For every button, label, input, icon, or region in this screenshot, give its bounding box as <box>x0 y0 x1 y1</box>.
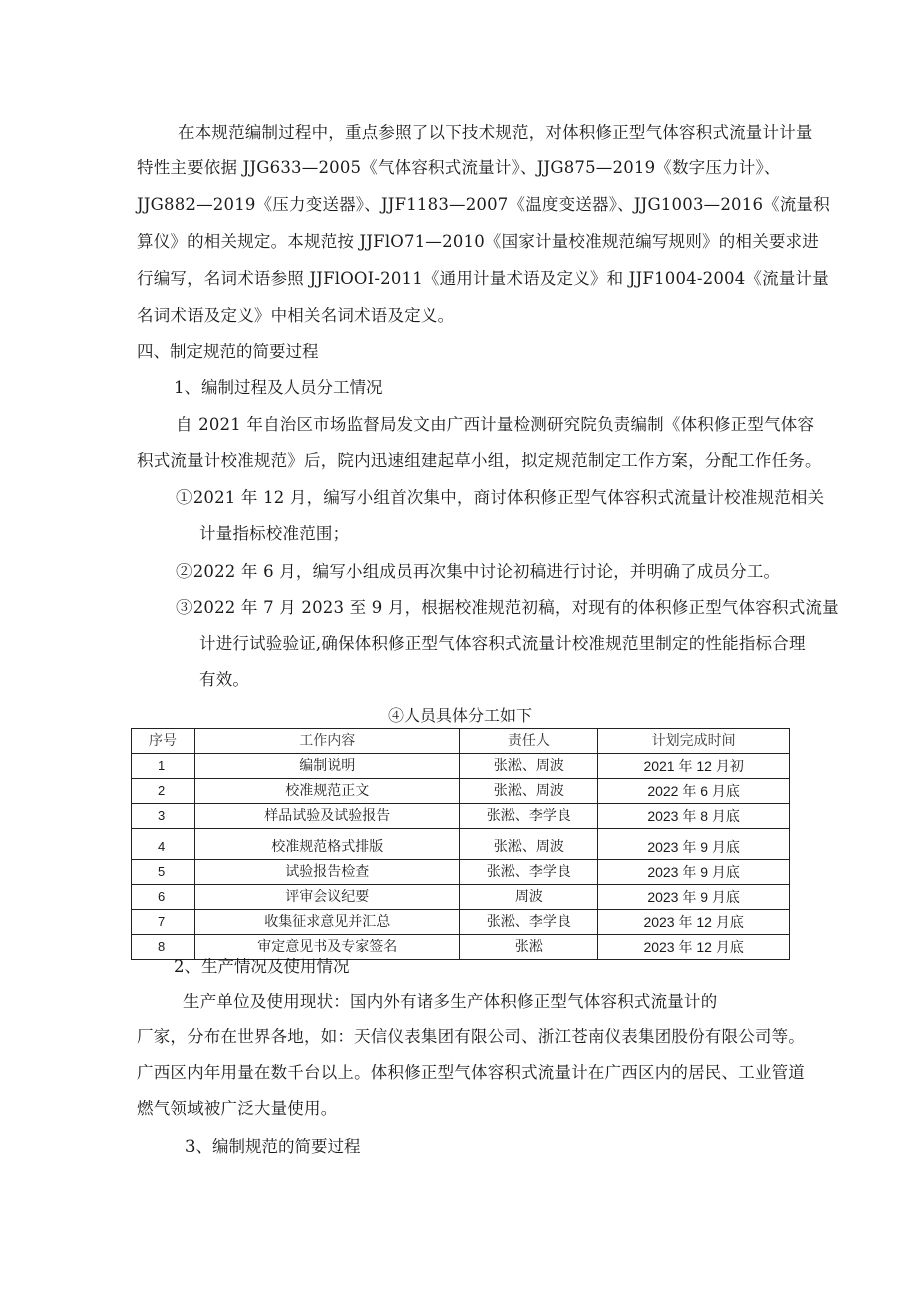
cell-deadline: 2023 年 9 月底 <box>598 885 790 910</box>
cell-seq: 7 <box>132 910 195 935</box>
table-row <box>132 910 790 935</box>
step-line: ③2022 年 7 月 2023 至 9 月，根据校准规范初稿，对现有的体积修正型气体容积式流量 <box>176 598 839 617</box>
cell-owner: 张淞、周波 <box>460 779 598 804</box>
cell-deadline: 2023 年 12 月底 <box>598 910 790 935</box>
cell-deadline: 2023 年 9 月底 <box>598 860 790 885</box>
cell-deadline: 2021 年 12 月初 <box>598 754 790 779</box>
cell-deadline: 2022 年 6 月底 <box>598 779 790 804</box>
paragraph-line: 算仪》的相关规定。本规范按 JJFlO71—2010《国家计量校准规范编写规则》的相关要求进 <box>137 232 819 251</box>
step-line: 计量指标校准范围； <box>199 524 350 543</box>
paragraph-line: 行编写，名词术语参照 JJFlOOI-2011《通用计量术语及定义》和 JJF1004-2004《流量计量 <box>137 269 829 288</box>
table-header-row <box>132 729 790 754</box>
paragraph-line: 广西区内年用量在数千台以上。体积修正型气体容积式流量计在广西区内的居民、工业管道 <box>137 1063 805 1082</box>
cell-seq: 5 <box>132 860 195 885</box>
cell-deadline: 2023 年 12 月底 <box>598 935 790 960</box>
cell-owner: 张淞、周波 <box>460 829 598 860</box>
paragraph-line: 生产单位及使用现状：国内外有诸多生产体积修正型气体容积式流量计的 <box>183 992 718 1011</box>
cell-owner: 张淞、李学良 <box>460 860 598 885</box>
staff-allocation-table <box>131 728 790 960</box>
cell-task: 校准规范格式排版 <box>194 829 460 860</box>
table-row <box>132 860 790 885</box>
subsection-heading: 1、编制过程及人员分工情况 <box>174 378 383 397</box>
cell-seq: 6 <box>132 885 195 910</box>
header-task: 工作内容 <box>194 729 460 754</box>
cell-task: 试验报告检查 <box>194 860 460 885</box>
header-owner: 责任人 <box>460 729 598 754</box>
paragraph-line: 名词术语及定义》中相关名词术语及定义。 <box>137 306 455 325</box>
table-row <box>132 885 790 910</box>
header-deadline: 计划完成时间 <box>598 729 790 754</box>
cell-seq: 2 <box>132 779 195 804</box>
step-line: 计进行试验验证,确保体积修正型气体容积式流量计校准规范里制定的性能指标合理 <box>199 634 806 653</box>
table-row <box>132 754 790 779</box>
table-row <box>132 804 790 829</box>
step-line: 有效。 <box>199 670 250 689</box>
table-row <box>132 779 790 804</box>
paragraph-line: 在本规范编制过程中，重点参照了以下技术规范，对体积修正型气体容积式流量计计量 <box>178 123 813 142</box>
section-heading: 四、制定规范的简要过程 <box>137 342 319 361</box>
cell-deadline: 2023 年 9 月底 <box>598 829 790 860</box>
cell-seq: 3 <box>132 804 195 829</box>
cell-task: 评审会议纪要 <box>194 885 460 910</box>
cell-task: 收集征求意见并汇总 <box>194 910 460 935</box>
table-row <box>132 829 790 860</box>
paragraph-line: JJG882—2019《压力变送器》、JJF1183—2007《温度变送器》、JJG1003—2016《流量积 <box>137 195 830 214</box>
cell-seq: 8 <box>132 935 195 960</box>
table-caption: ④人员具体分工如下 <box>387 706 532 725</box>
paragraph-line: 自 2021 年自治区市场监督局发文由广西计量检测研究院负责编制《体积修正型气体容 <box>176 415 815 434</box>
cell-owner: 张淞、周波 <box>460 754 598 779</box>
subsection-heading: 2、生产情况及使用情况 <box>174 957 350 976</box>
paragraph-line: 厂家，分布在世界各地，如：天信仪表集团有限公司、浙江苍南仪表集团股份有限公司等。 <box>137 1027 805 1046</box>
cell-owner: 张淞 <box>460 935 598 960</box>
paragraph-line: 燃气领域被广泛大量使用。 <box>137 1099 338 1118</box>
cell-task: 样品试验及试验报告 <box>194 804 460 829</box>
cell-seq: 4 <box>132 829 195 860</box>
header-seq: 序号 <box>132 729 195 754</box>
cell-deadline: 2023 年 8 月底 <box>598 804 790 829</box>
cell-owner: 张淞、李学良 <box>460 910 598 935</box>
cell-task: 校准规范正文 <box>194 779 460 804</box>
cell-owner: 周波 <box>460 885 598 910</box>
step-line: ②2022 年 6 月，编写小组成员再次集中讨论初稿进行讨论，并明确了成员分工。 <box>176 562 781 581</box>
paragraph-line: 积式流量计校准规范》后，院内迅速组建起草小组，拟定规范制定工作方案，分配工作任务。 <box>137 451 822 470</box>
paragraph-line: 特性主要依据 JJG633—2005《气体容积式流量计》、JJG875—2019《数字压力计》、 <box>137 158 781 177</box>
cell-seq: 1 <box>132 754 195 779</box>
cell-task: 编制说明 <box>194 754 460 779</box>
cell-task: 审定意见书及专家签名 <box>194 935 460 960</box>
cell-owner: 张淞、李学良 <box>460 804 598 829</box>
step-line: ①2021 年 12 月，编写小组首次集中，商讨体积修正型气体容积式流量计校准规范相关 <box>176 488 825 507</box>
subsection-heading: 3、编制规范的简要过程 <box>185 1137 361 1156</box>
